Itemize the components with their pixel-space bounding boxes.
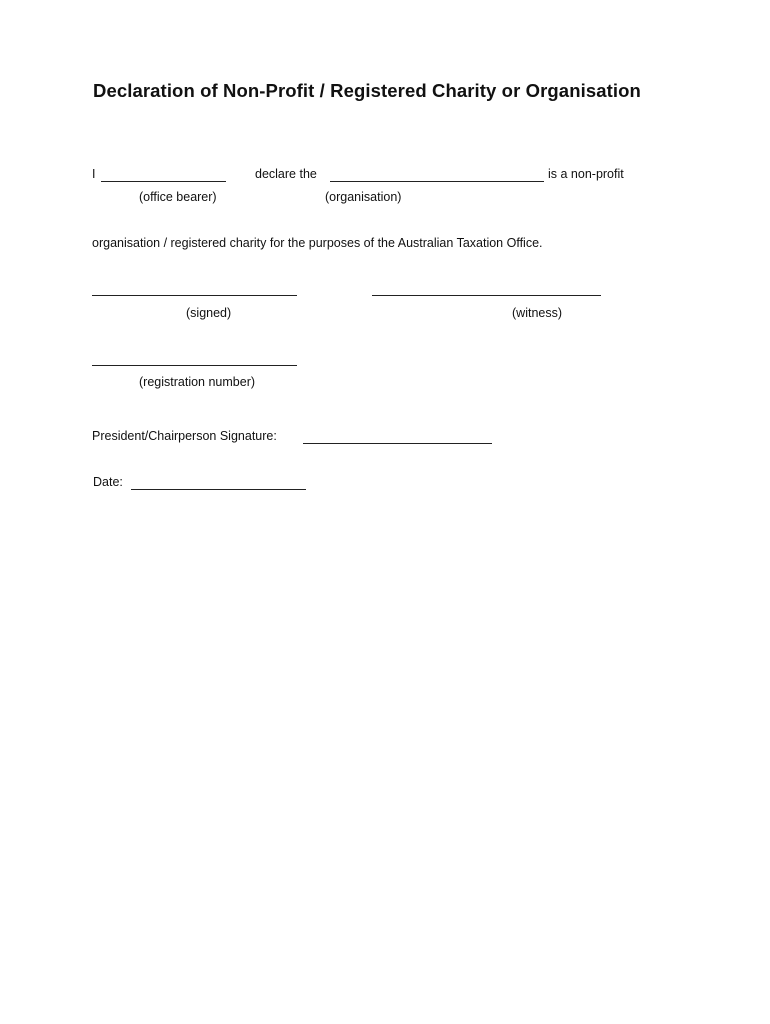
office-bearer-field[interactable] <box>101 181 226 182</box>
registration-number-label: (registration number) <box>139 375 256 389</box>
declaration-continuation: organisation / registered charity for the purposes of the Australian Taxation Office. <box>92 236 543 250</box>
date-field[interactable] <box>131 489 306 490</box>
document-title: Declaration of Non-Profit / Registered Charity or Organisation <box>93 80 641 101</box>
president-signature-field[interactable] <box>303 443 492 444</box>
date-label: Date: <box>93 475 123 489</box>
declaration-middle: declare the <box>255 167 317 181</box>
witness-label: (witness) <box>512 306 563 320</box>
witness-field[interactable] <box>372 295 601 296</box>
declaration-prefix: I <box>92 167 96 181</box>
organisation-label: (organisation) <box>325 190 402 204</box>
declaration-suffix: is a non-profit <box>548 167 624 181</box>
registration-number-field[interactable] <box>92 365 297 366</box>
president-signature-label: President/Chairperson Signature: <box>92 429 277 443</box>
office-bearer-label: (office bearer) <box>139 190 217 204</box>
organisation-field[interactable] <box>330 181 544 182</box>
signed-field[interactable] <box>92 295 297 296</box>
signed-label: (signed) <box>186 306 232 320</box>
